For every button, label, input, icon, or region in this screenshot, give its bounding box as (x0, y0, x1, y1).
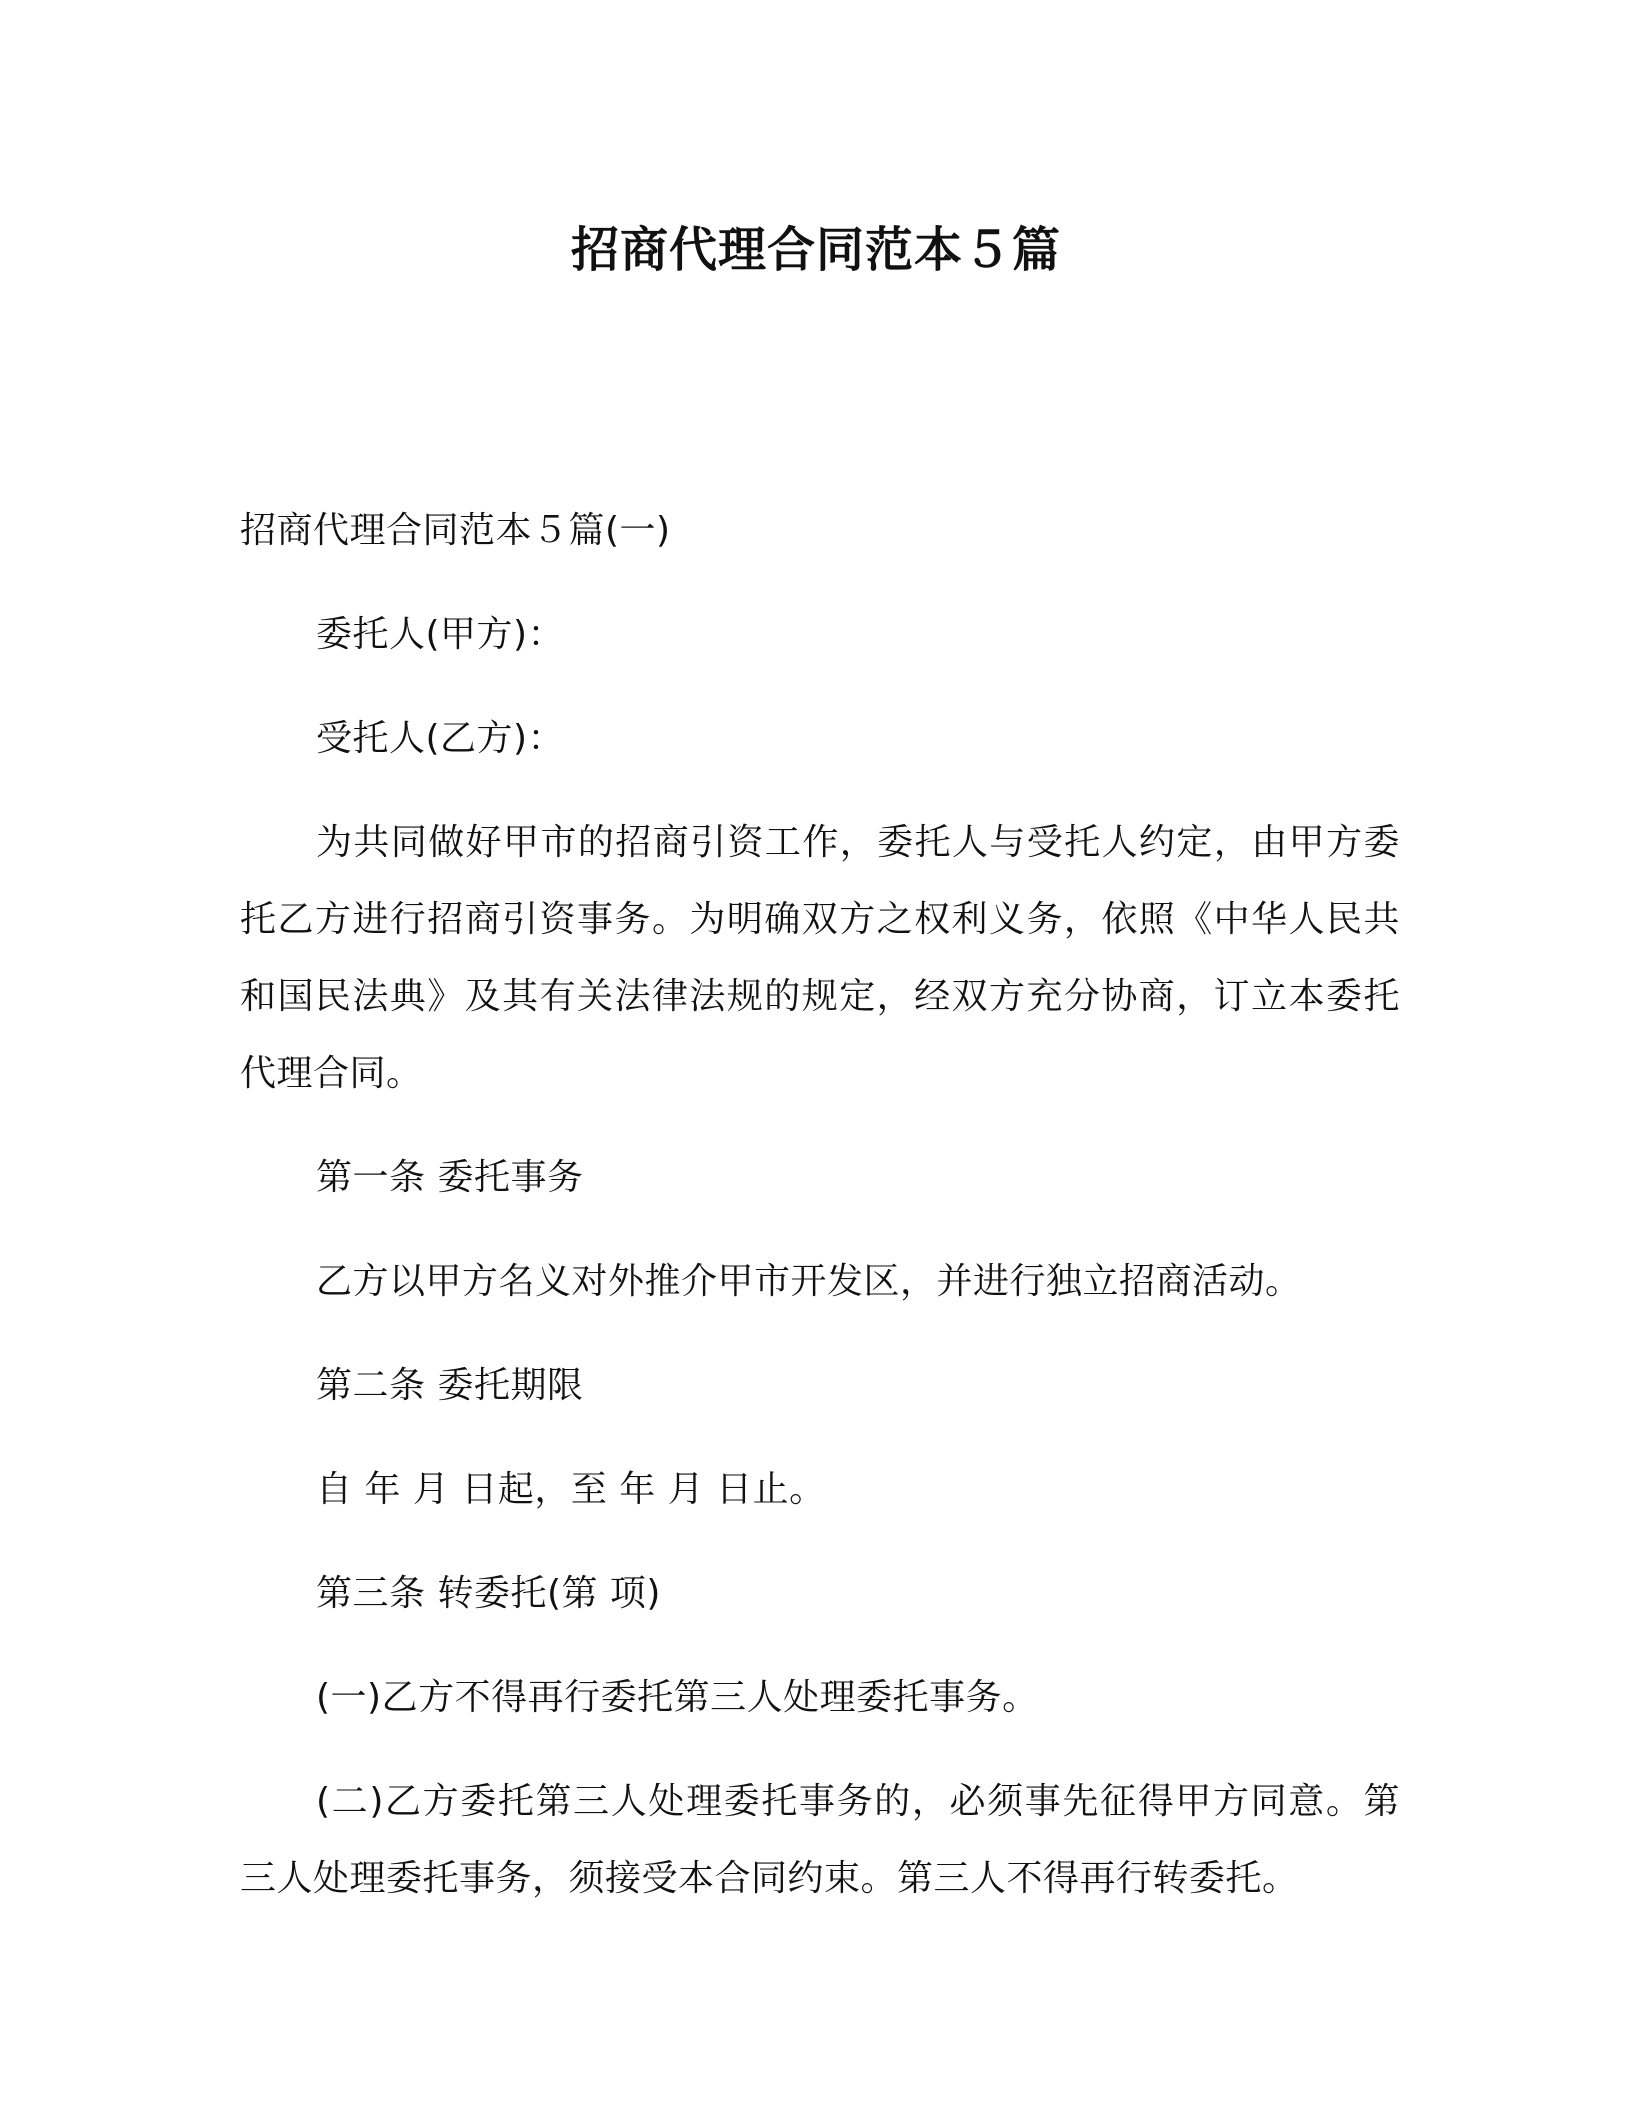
paragraph-agent: 受托人(乙方)： (316, 718, 565, 759)
paragraph-principal: 委托人(甲方)： (316, 614, 565, 655)
article-2-heading: 第二条 委托期限 (316, 1365, 584, 1406)
article-3-item-2: (二)乙方委托第三人处理委托事务的，必须事先征得甲方同意。第三人处理委托事务，须接受本合同约束。第三人不得再行转委托。 (240, 1781, 1400, 1899)
paragraph-preamble: 为共同做好甲市的招商引资工作，委托人与受托人约定，由甲方委托乙方进行招商引资事务。为明确双方之权利义务，依照《中华人民共和国民法典》及其有关法律法规的规定，经双方充分协商，订立本委托代理合同。 (240, 822, 1400, 1094)
article-3-heading: 第三条 转委托(第 项) (316, 1573, 661, 1614)
article-1-heading: 第一条 委托事务 (316, 1157, 584, 1198)
article-2-text: 自 年 月 日起，至 年 月 日止。 (316, 1469, 826, 1510)
document-body (240, 492, 1400, 1944)
section-heading: 招商代理合同范本５篇(一) (240, 510, 671, 551)
article-1-text: 乙方以甲方名义对外推介甲市开发区，并进行独立招商活动。 (316, 1261, 1302, 1302)
article-3-item-1: (一)乙方不得再行委托第三人处理委托事务。 (316, 1677, 1039, 1718)
document-title: 招商代理合同范本５篇 (570, 222, 1061, 278)
